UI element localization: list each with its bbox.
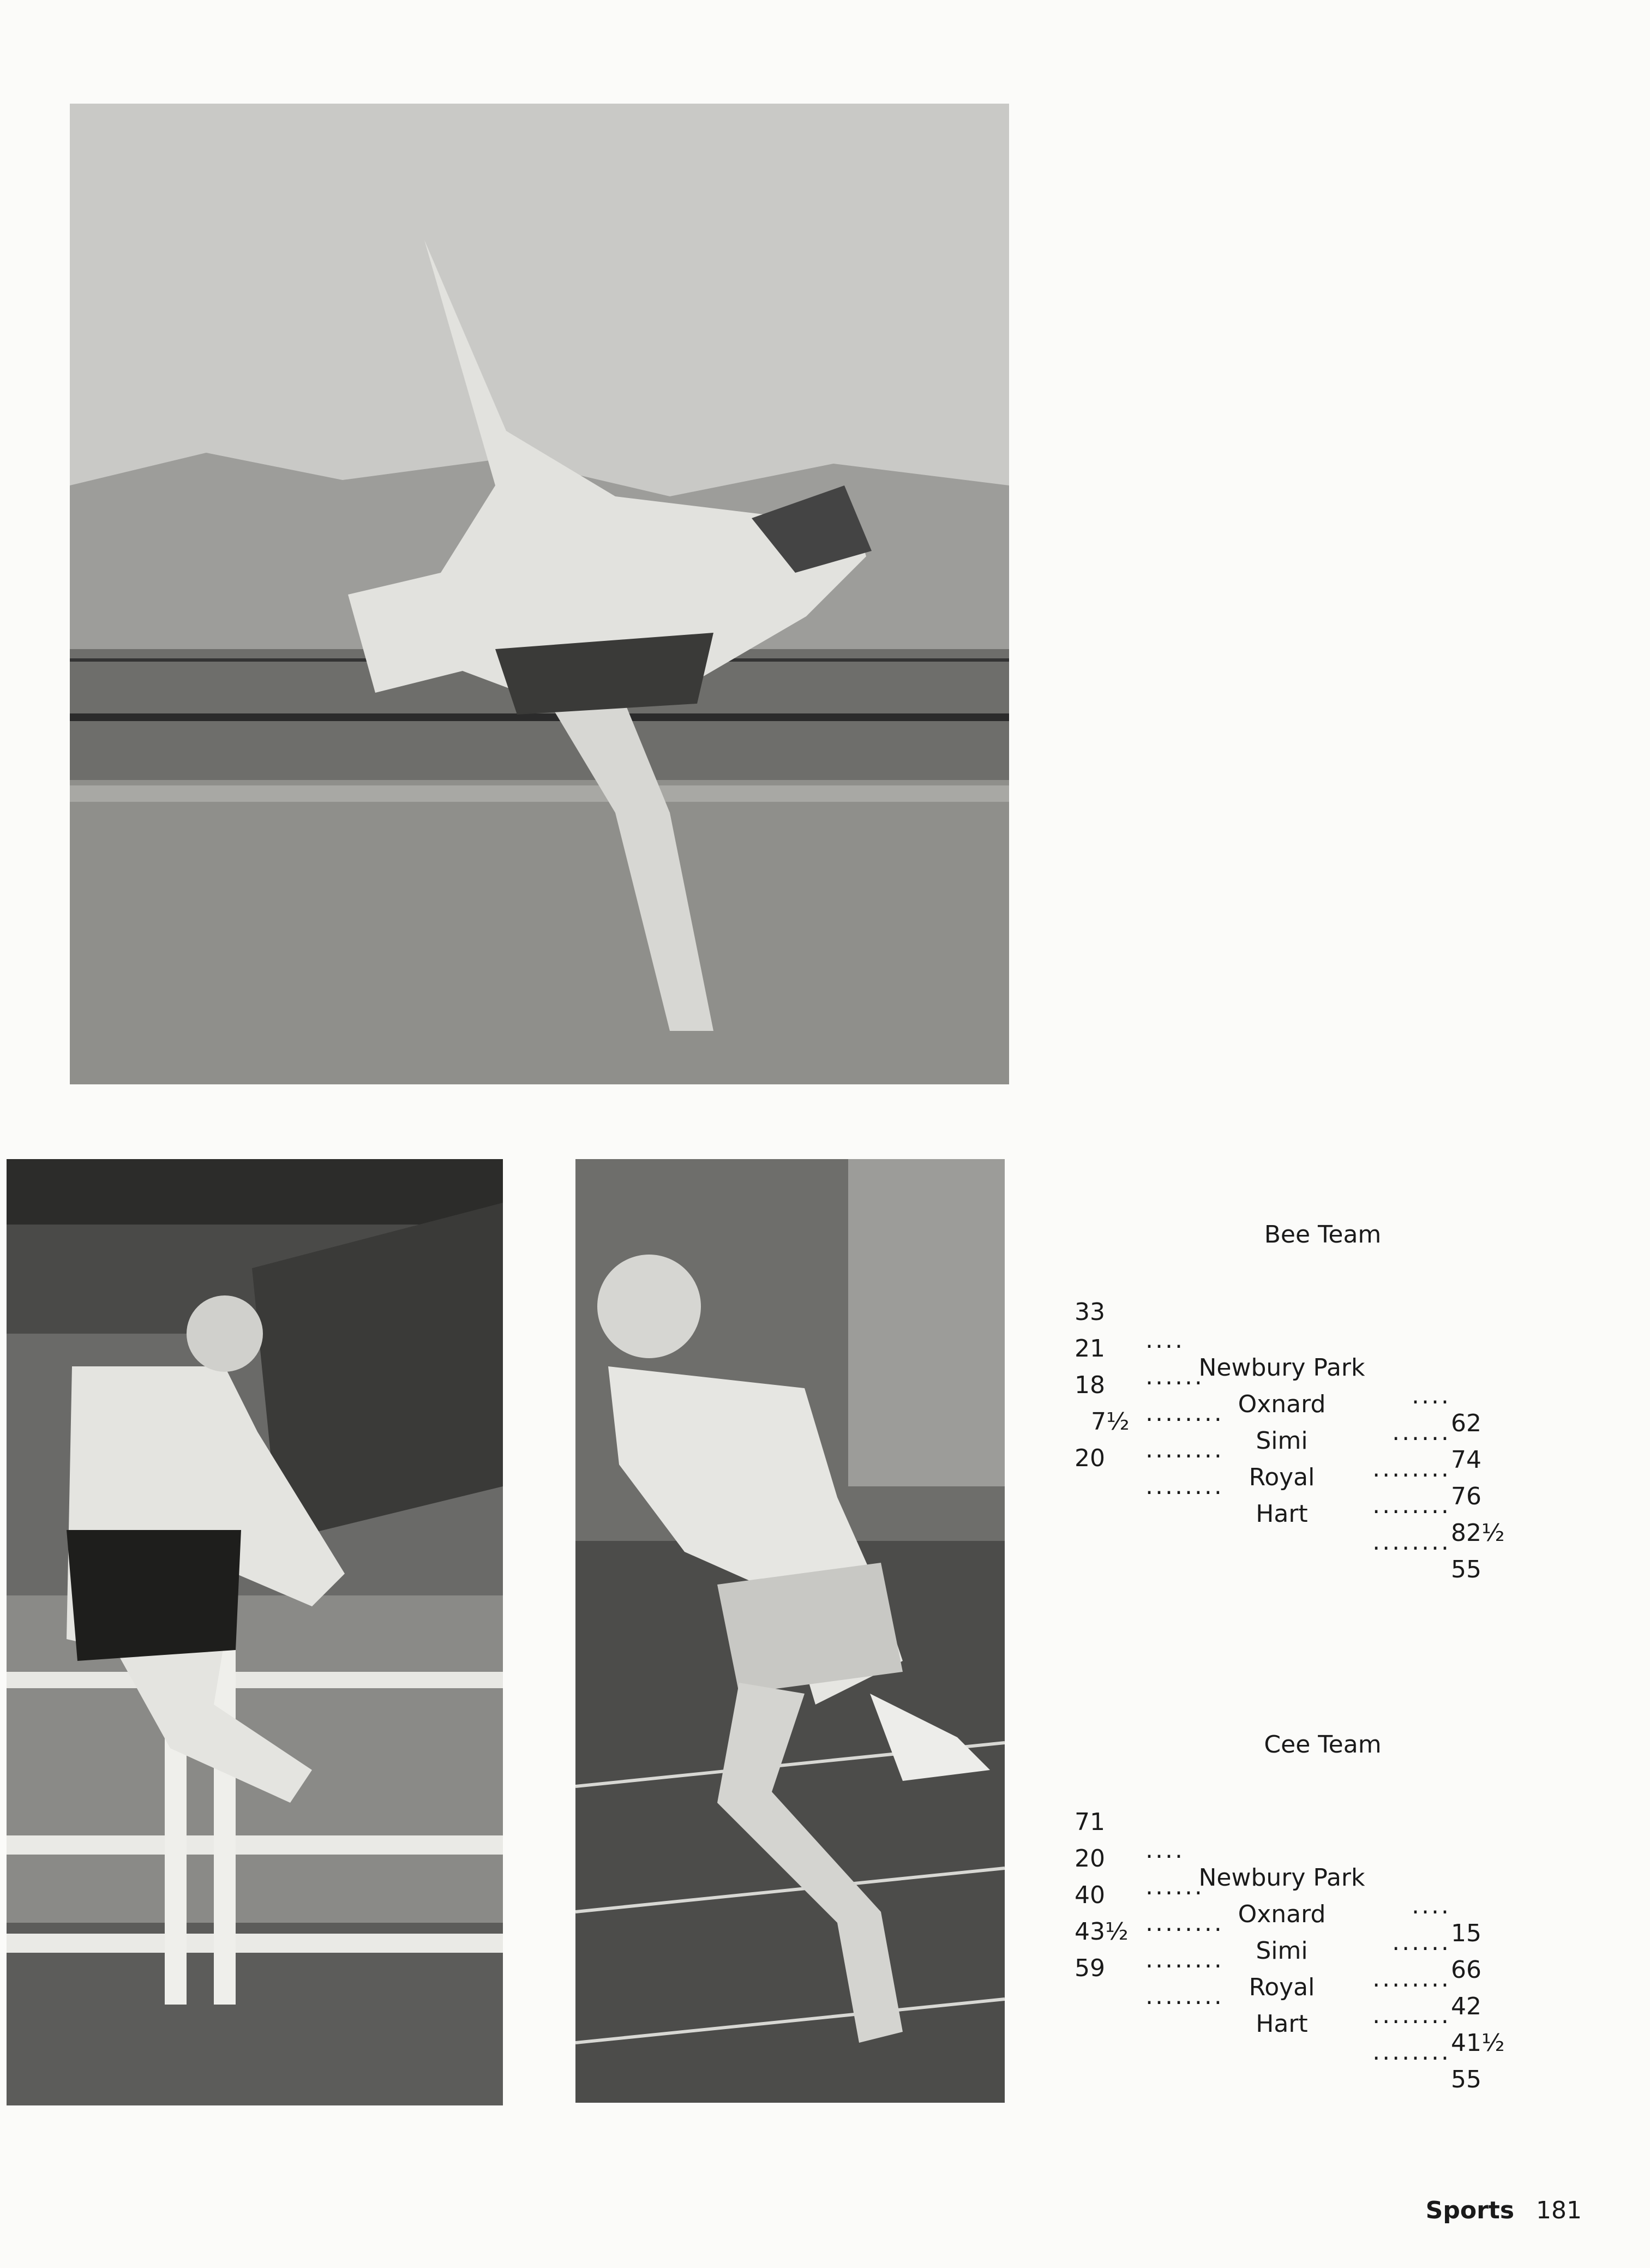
- opponent-name: Royal: [1249, 1463, 1315, 1491]
- high-jump-photo: [70, 104, 1009, 1084]
- page-footer: [1426, 2197, 1582, 2224]
- our-score: 33: [1075, 1298, 1105, 1326]
- section-name: Sports: [1425, 2197, 1515, 2224]
- opponent-name: Simi: [1256, 1937, 1308, 1965]
- opponent-score: 66: [1451, 1956, 1481, 1984]
- sprinter-photo: [575, 1159, 1005, 2103]
- opponent-score: 41½: [1451, 2029, 1505, 2057]
- result-row: 71 .... Newbury Park .... 15: [1075, 1780, 1527, 1817]
- our-score: 20: [1075, 1845, 1105, 1873]
- bee-team-results: [1075, 1221, 1527, 1583]
- opponent-name: Hart: [1256, 1500, 1308, 1528]
- opponent-name: Oxnard: [1238, 1390, 1326, 1418]
- our-score: 21: [1075, 1335, 1105, 1363]
- our-score: 7½: [1091, 1408, 1130, 1436]
- page-number: 181: [1536, 2197, 1582, 2224]
- result-row: 20 ........ Hart ........ 55: [1075, 1417, 1527, 1453]
- opponent-score: 74: [1451, 1446, 1481, 1474]
- cee-team-results: [1075, 1731, 1527, 2093]
- our-score: 20: [1075, 1444, 1105, 1472]
- result-row: 33 .... Newbury Park .... 62: [1075, 1270, 1527, 1307]
- opponent-name: Newbury Park: [1198, 1864, 1365, 1892]
- opponent-score: 62: [1451, 1409, 1481, 1437]
- our-score: 40: [1075, 1881, 1105, 1909]
- opponent-name: Newbury Park: [1198, 1354, 1365, 1382]
- opponent-score: 82½: [1451, 1519, 1505, 1547]
- result-row: 7½ ........ Royal ........ 82½: [1075, 1380, 1527, 1417]
- result-row: 18 ........ Simi ........ 76: [1075, 1343, 1527, 1380]
- result-row: 20 ...... Oxnard ...... 66: [1075, 1817, 1527, 1853]
- result-row: 40 ........ Simi ........ 42: [1075, 1853, 1527, 1890]
- bee-team-title: Bee Team: [1264, 1221, 1382, 1249]
- opponent-name: Simi: [1256, 1427, 1308, 1455]
- opponent-score: 15: [1451, 1919, 1481, 1947]
- opponent-name: Oxnard: [1238, 1900, 1326, 1928]
- cee-team-title: Cee Team: [1264, 1731, 1382, 1759]
- result-row: 59 ........ Hart ........ 55: [1075, 1927, 1527, 1963]
- opponent-name: Hart: [1256, 2010, 1308, 2038]
- result-row: 43½ ........ Royal ........ 41½: [1075, 1918, 1505, 2057]
- opponent-score: 76: [1451, 1483, 1481, 1510]
- our-score: 71: [1075, 1808, 1105, 1836]
- opponent-score: 42: [1451, 1993, 1481, 2020]
- our-score: 18: [1075, 1371, 1105, 1399]
- hurdler-photo: [7, 1159, 503, 2105]
- opponent-name: Royal: [1249, 1973, 1315, 2001]
- our-score: 43½: [1075, 1918, 1129, 1946]
- result-row: 21 ...... Oxnard ...... 74: [1075, 1307, 1527, 1343]
- our-score: 59: [1075, 1954, 1105, 1982]
- show-through-text: [1025, 480, 1516, 1080]
- opponent-score: 55: [1451, 1556, 1481, 1583]
- opponent-score: 55: [1451, 2066, 1481, 2093]
